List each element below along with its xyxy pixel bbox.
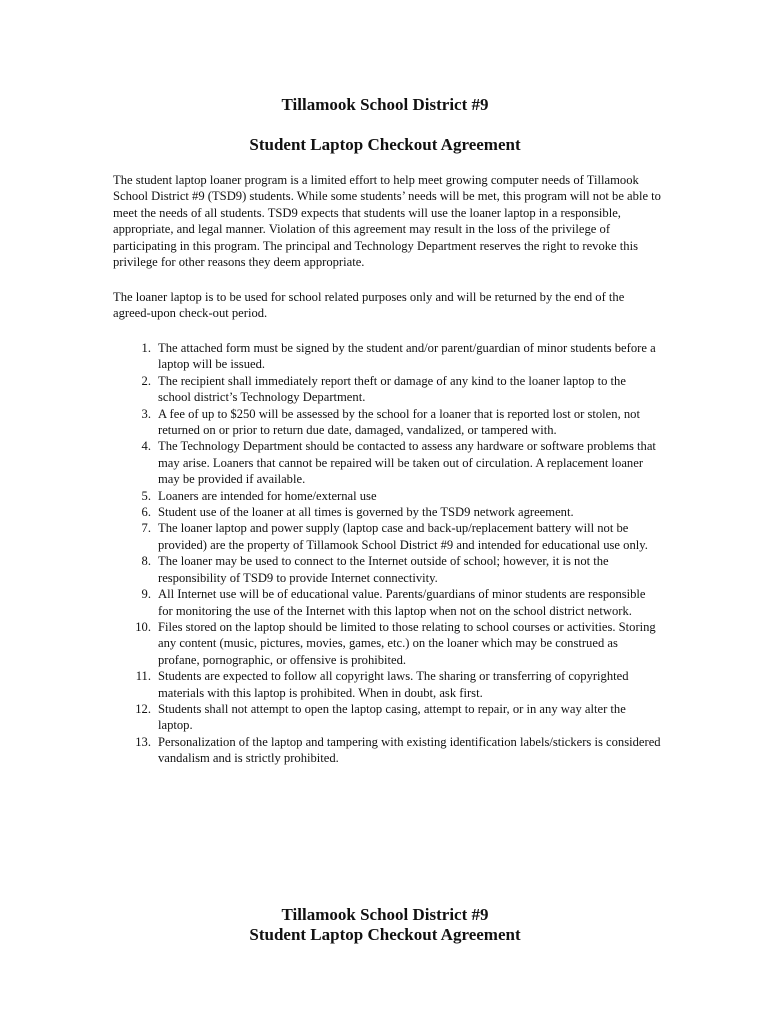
rule-text: Student use of the loaner at all times is governed by the TSD9 network agreement. bbox=[158, 505, 574, 520]
rule-number: 2. bbox=[141, 373, 151, 388]
rule-text: The loaner laptop and power supply (laptop case and back-up/replacement battery will not be provided) are the property of Tillamook School District #9 and intended for educational use only. bbox=[158, 521, 648, 552]
rule-item bbox=[113, 668, 661, 701]
rule-text: Students shall not attempt to open the laptop casing, attempt to repair, or in any way alter the laptop. bbox=[158, 701, 626, 733]
rule-number: 3. bbox=[141, 406, 151, 421]
rule-number: 1. bbox=[141, 341, 151, 355]
usage-paragraph: The loaner laptop is to be used for school related purposes only and will be returned by the end of the agreed-upon check-out period. bbox=[113, 290, 625, 321]
rule-text: The Technology Department should be contacted to assess any hardware or software problems that may arise. Loaners that cannot be repaired will be taken out of circulation. A replacement loaner may be provided if available. bbox=[158, 439, 656, 487]
agreement-title: Student Laptop Checkout Agreement bbox=[249, 135, 521, 154]
rule-text: The loaner may be used to connect to the Internet outside of school; however, it is not the responsibility of TSD9 to provide Internet connectivity. bbox=[158, 554, 609, 585]
rule-number: 13. bbox=[135, 734, 151, 749]
rule-item bbox=[113, 619, 661, 668]
rule-text: All Internet use will be of educational value. Parents/guardians of minor students are responsible for monitoring the use of the Internet with this laptop when not on the school district network. bbox=[158, 587, 646, 618]
rules-list bbox=[113, 340, 661, 767]
rule-item bbox=[113, 340, 661, 373]
rule-number: 6. bbox=[141, 505, 151, 520]
rule-item bbox=[113, 553, 661, 586]
rule-number: 7. bbox=[141, 521, 151, 536]
footer-district-title: Tillamook School District #9 bbox=[281, 905, 489, 924]
rule-item bbox=[113, 586, 661, 619]
rule-number: 12. bbox=[135, 701, 151, 716]
rule-item bbox=[113, 488, 661, 504]
rule-item bbox=[113, 520, 661, 553]
rule-item bbox=[113, 373, 661, 406]
rule-text: Students are expected to follow all copyright laws. The sharing or transferring of copyrighted materials with this laptop is prohibited. When in doubt, ask first. bbox=[158, 669, 629, 700]
rule-text: The attached form must be signed by the student and/or parent/guardian of minor students before a laptop will be issued. bbox=[158, 341, 656, 372]
footer-agreement-title: Student Laptop Checkout Agreement bbox=[249, 925, 521, 944]
rule-item bbox=[113, 701, 661, 734]
rule-item bbox=[113, 734, 661, 767]
rule-number: 10. bbox=[135, 619, 151, 634]
rule-item bbox=[113, 504, 661, 520]
rule-item bbox=[113, 438, 661, 487]
district-title: Tillamook School District #9 bbox=[281, 95, 489, 114]
intro-paragraph: The student laptop loaner program is a limited effort to help meet growing computer needs of Tillamook School District #9 (TSD9) students. While some students’ needs will be met, this program will not be able to meet the needs of all students. TSD9 expects that students will use the loaner laptop in a responsible, appropriate, and legal manner. Violation of this agreement may result in the loss of the privilege of participating in this program. The principal and Technology Department reserves the right to revoke this privilege for other reasons they deem appropriate. bbox=[113, 173, 661, 270]
rule-number: 4. bbox=[141, 439, 151, 454]
rule-number: 5. bbox=[141, 488, 151, 503]
rule-text: The recipient shall immediately report theft or damage of any kind to the loaner laptop to the school district’s Technology Department. bbox=[158, 373, 626, 405]
rule-item bbox=[113, 406, 661, 439]
rule-number: 11. bbox=[135, 669, 151, 684]
rule-number: 8. bbox=[141, 554, 151, 569]
rule-text: Personalization of the laptop and tampering with existing identification labels/stickers is considered vandalism and is strictly prohibited. bbox=[158, 734, 661, 766]
rule-text: A fee of up to $250 will be assessed by the school for a loaner that is reported lost or stolen, not returned on or prior to return due date, damaged, vandalized, or tampered with. bbox=[158, 406, 640, 438]
rule-text: Loaners are intended for home/external use bbox=[158, 488, 377, 503]
rule-text: Files stored on the laptop should be limited to those relating to school courses or activities. Storing any content (music, pictures, movies, games, etc.) on the loaner which may be construed as profane, pornographic, or offensive is prohibited. bbox=[158, 619, 656, 667]
rule-number: 9. bbox=[141, 587, 151, 602]
